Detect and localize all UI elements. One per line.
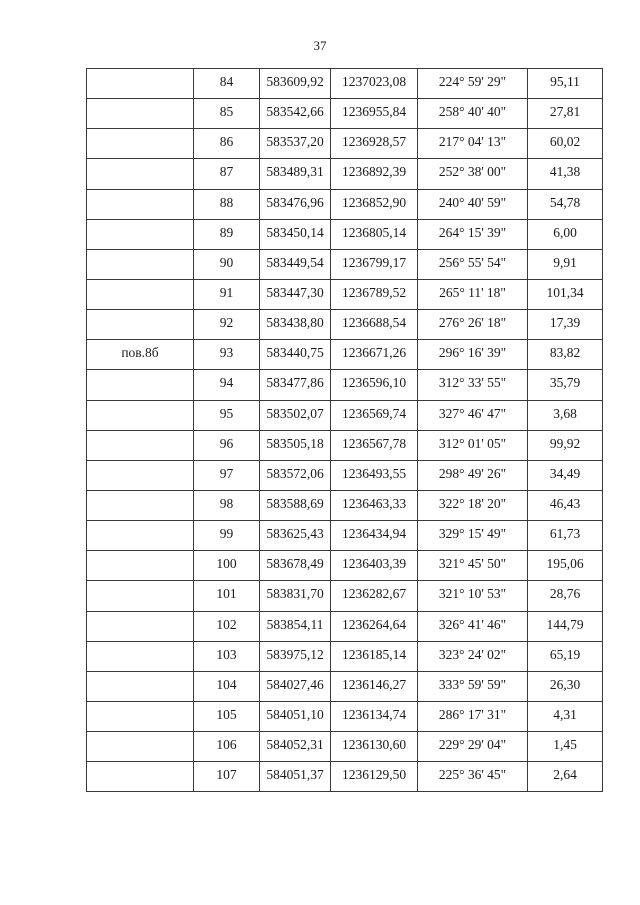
point-number-cell: 98 bbox=[194, 490, 260, 520]
x-coordinate-cell: 583438,80 bbox=[260, 310, 331, 340]
x-coordinate-cell: 583537,20 bbox=[260, 129, 331, 159]
y-coordinate-cell: 1236463,33 bbox=[331, 490, 418, 520]
x-coordinate-cell: 584052,31 bbox=[260, 732, 331, 762]
table-row bbox=[87, 310, 603, 340]
table-row bbox=[87, 69, 603, 99]
x-coordinate-cell: 583440,75 bbox=[260, 340, 331, 370]
y-coordinate-cell: 1236569,74 bbox=[331, 400, 418, 430]
table-row bbox=[87, 129, 603, 159]
direction-angle-cell: 252° 38' 00" bbox=[418, 159, 528, 189]
direction-angle-cell: 225° 36' 45" bbox=[418, 762, 528, 792]
distance-cell: 41,38 bbox=[528, 159, 603, 189]
parcel-cell bbox=[87, 99, 194, 129]
table-row bbox=[87, 340, 603, 370]
point-number-cell: 84 bbox=[194, 69, 260, 99]
distance-cell: 9,91 bbox=[528, 249, 603, 279]
table-row bbox=[87, 701, 603, 731]
y-coordinate-cell: 1236955,84 bbox=[331, 99, 418, 129]
distance-cell: 1,45 bbox=[528, 732, 603, 762]
y-coordinate-cell: 1236434,94 bbox=[331, 521, 418, 551]
table-row bbox=[87, 551, 603, 581]
point-number-cell: 90 bbox=[194, 249, 260, 279]
distance-cell: 6,00 bbox=[528, 219, 603, 249]
table-row bbox=[87, 99, 603, 129]
table-row bbox=[87, 521, 603, 551]
distance-cell: 27,81 bbox=[528, 99, 603, 129]
y-coordinate-cell: 1236688,54 bbox=[331, 310, 418, 340]
distance-cell: 65,19 bbox=[528, 641, 603, 671]
y-coordinate-cell: 1236146,27 bbox=[331, 671, 418, 701]
parcel-cell bbox=[87, 370, 194, 400]
page-number: 37 bbox=[313, 38, 327, 53]
point-number-cell: 103 bbox=[194, 641, 260, 671]
parcel-cell bbox=[87, 490, 194, 520]
parcel-cell bbox=[87, 189, 194, 219]
table-row bbox=[87, 249, 603, 279]
point-number-cell: 99 bbox=[194, 521, 260, 551]
table-row bbox=[87, 219, 603, 249]
direction-angle-cell: 264° 15' 39" bbox=[418, 219, 528, 249]
y-coordinate-cell: 1236671,26 bbox=[331, 340, 418, 370]
distance-cell: 60,02 bbox=[528, 129, 603, 159]
distance-cell: 35,79 bbox=[528, 370, 603, 400]
direction-angle-cell: 286° 17' 31" bbox=[418, 701, 528, 731]
distance-cell: 54,78 bbox=[528, 189, 603, 219]
x-coordinate-cell: 583625,43 bbox=[260, 521, 331, 551]
point-number-cell: 97 bbox=[194, 460, 260, 490]
parcel-cell: пов.8б bbox=[87, 340, 194, 370]
x-coordinate-cell: 583489,31 bbox=[260, 159, 331, 189]
distance-cell: 99,92 bbox=[528, 430, 603, 460]
parcel-cell bbox=[87, 581, 194, 611]
x-coordinate-cell: 583678,49 bbox=[260, 551, 331, 581]
table-row bbox=[87, 641, 603, 671]
point-number-cell: 96 bbox=[194, 430, 260, 460]
y-coordinate-cell: 1236185,14 bbox=[331, 641, 418, 671]
table-row bbox=[87, 762, 603, 792]
x-coordinate-cell: 583542,66 bbox=[260, 99, 331, 129]
distance-cell: 83,82 bbox=[528, 340, 603, 370]
y-coordinate-cell: 1236852,90 bbox=[331, 189, 418, 219]
direction-angle-cell: 329° 15' 49" bbox=[418, 521, 528, 551]
x-coordinate-cell: 583588,69 bbox=[260, 490, 331, 520]
point-number-cell: 104 bbox=[194, 671, 260, 701]
x-coordinate-cell: 583476,96 bbox=[260, 189, 331, 219]
point-number-cell: 88 bbox=[194, 189, 260, 219]
x-coordinate-cell: 583502,07 bbox=[260, 400, 331, 430]
x-coordinate-cell: 583854,11 bbox=[260, 611, 331, 641]
direction-angle-cell: 217° 04' 13" bbox=[418, 129, 528, 159]
point-number-cell: 91 bbox=[194, 279, 260, 309]
direction-angle-cell: 298° 49' 26" bbox=[418, 460, 528, 490]
distance-cell: 2,64 bbox=[528, 762, 603, 792]
distance-cell: 195,06 bbox=[528, 551, 603, 581]
direction-angle-cell: 276° 26' 18" bbox=[418, 310, 528, 340]
y-coordinate-cell: 1236892,39 bbox=[331, 159, 418, 189]
x-coordinate-cell: 583975,12 bbox=[260, 641, 331, 671]
parcel-cell bbox=[87, 129, 194, 159]
distance-cell: 17,39 bbox=[528, 310, 603, 340]
direction-angle-cell: 240° 40' 59" bbox=[418, 189, 528, 219]
x-coordinate-cell: 583609,92 bbox=[260, 69, 331, 99]
parcel-cell bbox=[87, 671, 194, 701]
direction-angle-cell: 321° 10' 53" bbox=[418, 581, 528, 611]
distance-cell: 3,68 bbox=[528, 400, 603, 430]
parcel-cell bbox=[87, 249, 194, 279]
x-coordinate-cell: 583505,18 bbox=[260, 430, 331, 460]
point-number-cell: 102 bbox=[194, 611, 260, 641]
y-coordinate-cell: 1236134,74 bbox=[331, 701, 418, 731]
parcel-cell bbox=[87, 611, 194, 641]
parcel-cell bbox=[87, 460, 194, 490]
y-coordinate-cell: 1236805,14 bbox=[331, 219, 418, 249]
direction-angle-cell: 258° 40' 40" bbox=[418, 99, 528, 129]
distance-cell: 144,79 bbox=[528, 611, 603, 641]
point-number-cell: 101 bbox=[194, 581, 260, 611]
parcel-cell bbox=[87, 219, 194, 249]
point-number-cell: 92 bbox=[194, 310, 260, 340]
x-coordinate-cell: 584051,37 bbox=[260, 762, 331, 792]
point-number-cell: 100 bbox=[194, 551, 260, 581]
parcel-cell bbox=[87, 732, 194, 762]
direction-angle-cell: 229° 29' 04" bbox=[418, 732, 528, 762]
distance-cell: 101,34 bbox=[528, 279, 603, 309]
y-coordinate-cell: 1236799,17 bbox=[331, 249, 418, 279]
y-coordinate-cell: 1236403,39 bbox=[331, 551, 418, 581]
table-row bbox=[87, 732, 603, 762]
table-row bbox=[87, 430, 603, 460]
x-coordinate-cell: 583450,14 bbox=[260, 219, 331, 249]
direction-angle-cell: 256° 55' 54" bbox=[418, 249, 528, 279]
direction-angle-cell: 321° 45' 50" bbox=[418, 551, 528, 581]
y-coordinate-cell: 1236282,67 bbox=[331, 581, 418, 611]
parcel-cell bbox=[87, 701, 194, 731]
distance-cell: 26,30 bbox=[528, 671, 603, 701]
direction-angle-cell: 327° 46' 47" bbox=[418, 400, 528, 430]
distance-cell: 46,43 bbox=[528, 490, 603, 520]
table-row bbox=[87, 159, 603, 189]
y-coordinate-cell: 1236130,60 bbox=[331, 732, 418, 762]
distance-cell: 61,73 bbox=[528, 521, 603, 551]
coordinates-table bbox=[86, 68, 603, 792]
table-row bbox=[87, 581, 603, 611]
parcel-cell bbox=[87, 521, 194, 551]
coordinates-table-body bbox=[87, 69, 603, 792]
point-number-cell: 93 bbox=[194, 340, 260, 370]
parcel-cell bbox=[87, 641, 194, 671]
y-coordinate-cell: 1237023,08 bbox=[331, 69, 418, 99]
direction-angle-cell: 224° 59' 29" bbox=[418, 69, 528, 99]
point-number-cell: 95 bbox=[194, 400, 260, 430]
distance-cell: 95,11 bbox=[528, 69, 603, 99]
y-coordinate-cell: 1236789,52 bbox=[331, 279, 418, 309]
x-coordinate-cell: 583449,54 bbox=[260, 249, 331, 279]
y-coordinate-cell: 1236928,57 bbox=[331, 129, 418, 159]
parcel-cell bbox=[87, 279, 194, 309]
y-coordinate-cell: 1236264,64 bbox=[331, 611, 418, 641]
y-coordinate-cell: 1236596,10 bbox=[331, 370, 418, 400]
x-coordinate-cell: 584027,46 bbox=[260, 671, 331, 701]
table-row bbox=[87, 490, 603, 520]
y-coordinate-cell: 1236493,55 bbox=[331, 460, 418, 490]
table-row bbox=[87, 611, 603, 641]
direction-angle-cell: 333° 59' 59" bbox=[418, 671, 528, 701]
point-number-cell: 94 bbox=[194, 370, 260, 400]
direction-angle-cell: 322° 18' 20" bbox=[418, 490, 528, 520]
parcel-cell bbox=[87, 310, 194, 340]
parcel-cell bbox=[87, 400, 194, 430]
direction-angle-cell: 312° 01' 05" bbox=[418, 430, 528, 460]
y-coordinate-cell: 1236567,78 bbox=[331, 430, 418, 460]
x-coordinate-cell: 584051,10 bbox=[260, 701, 331, 731]
distance-cell: 34,49 bbox=[528, 460, 603, 490]
table-row bbox=[87, 460, 603, 490]
parcel-cell bbox=[87, 69, 194, 99]
parcel-cell bbox=[87, 159, 194, 189]
point-number-cell: 86 bbox=[194, 129, 260, 159]
point-number-cell: 107 bbox=[194, 762, 260, 792]
point-number-cell: 87 bbox=[194, 159, 260, 189]
table-row bbox=[87, 189, 603, 219]
direction-angle-cell: 265° 11' 18" bbox=[418, 279, 528, 309]
direction-angle-cell: 323° 24' 02" bbox=[418, 641, 528, 671]
direction-angle-cell: 296° 16' 39" bbox=[418, 340, 528, 370]
point-number-cell: 89 bbox=[194, 219, 260, 249]
direction-angle-cell: 326° 41' 46" bbox=[418, 611, 528, 641]
x-coordinate-cell: 583572,06 bbox=[260, 460, 331, 490]
direction-angle-cell: 312° 33' 55" bbox=[418, 370, 528, 400]
table-row bbox=[87, 279, 603, 309]
table-row bbox=[87, 671, 603, 701]
distance-cell: 4,31 bbox=[528, 701, 603, 731]
y-coordinate-cell: 1236129,50 bbox=[331, 762, 418, 792]
point-number-cell: 106 bbox=[194, 732, 260, 762]
x-coordinate-cell: 583831,70 bbox=[260, 581, 331, 611]
point-number-cell: 85 bbox=[194, 99, 260, 129]
table-row bbox=[87, 400, 603, 430]
x-coordinate-cell: 583447,30 bbox=[260, 279, 331, 309]
point-number-cell: 105 bbox=[194, 701, 260, 731]
distance-cell: 28,76 bbox=[528, 581, 603, 611]
x-coordinate-cell: 583477,86 bbox=[260, 370, 331, 400]
parcel-cell bbox=[87, 430, 194, 460]
parcel-cell bbox=[87, 762, 194, 792]
parcel-cell bbox=[87, 551, 194, 581]
table-row bbox=[87, 370, 603, 400]
